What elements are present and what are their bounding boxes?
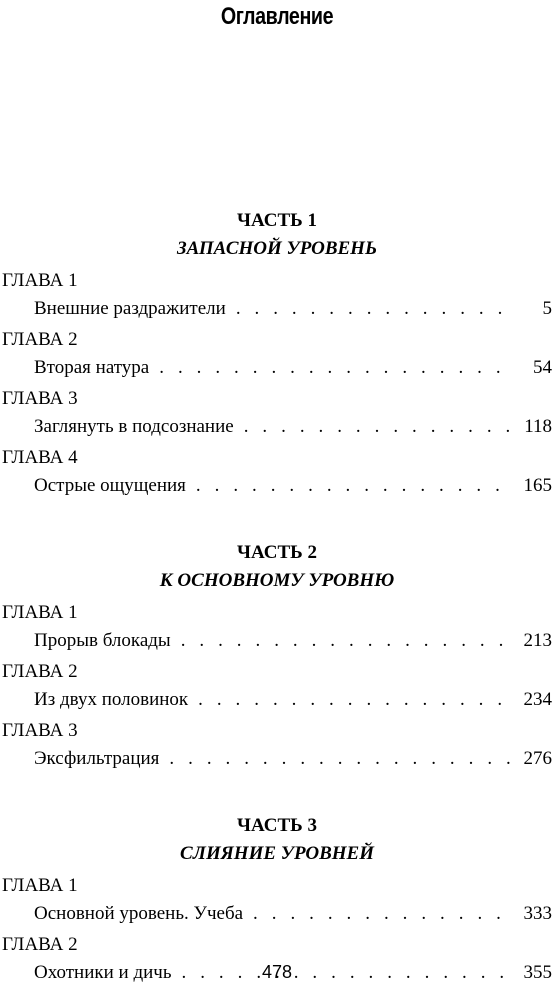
chapter-label: ГЛАВА 3 — [2, 388, 78, 409]
toc-entry[interactable] — [0, 745, 554, 773]
chapter-page: 5 — [542, 298, 552, 319]
chapter-title: Прорыв блокады — [34, 630, 171, 651]
chapter-page: 276 — [523, 748, 552, 769]
chapter-title: Из двух половинок — [34, 689, 189, 710]
chapter-title: Внешние раздражители — [34, 298, 226, 319]
toc-entry[interactable] — [0, 354, 554, 382]
chapter-title: Острые ощущения — [34, 475, 186, 496]
table-of-contents — [0, 207, 554, 990]
dot-leader — [198, 686, 514, 714]
toc-entry[interactable] — [0, 627, 554, 655]
chapter-label: ГЛАВА 4 — [2, 447, 78, 468]
page-number: 478 — [261, 962, 293, 982]
chapter-label: ГЛАВА 1 — [2, 875, 78, 896]
chapter-label: ГЛАВА 1 — [2, 270, 78, 291]
chapter-title: Заглянуть в подсознание — [34, 416, 234, 437]
page-title: Оглавление — [220, 3, 334, 30]
dot-leader — [159, 354, 514, 382]
chapter-title: Основной уровень. Учеба — [34, 903, 244, 924]
toc-entry[interactable] — [0, 686, 554, 714]
part-number: ЧАСТЬ 2 — [237, 542, 317, 563]
part-1 — [0, 207, 554, 500]
chapter-label: ГЛАВА 2 — [2, 329, 78, 350]
toc-entry[interactable] — [0, 472, 554, 500]
chapter-label: ГЛАВА 3 — [2, 720, 78, 741]
toc-entry[interactable] — [0, 900, 554, 928]
chapter-label: ГЛАВА 2 — [2, 661, 78, 682]
toc-entry[interactable] — [0, 295, 554, 323]
dot-leader — [196, 472, 514, 500]
dot-leader — [244, 413, 514, 441]
chapter-title: Эксфильтрация — [34, 748, 160, 769]
toc-entry[interactable] — [0, 413, 554, 441]
part-title: ЗАПАСНОЙ УРОВЕНЬ — [176, 238, 377, 259]
chapter-label: ГЛАВА 2 — [2, 934, 78, 955]
dot-leader — [236, 295, 514, 323]
chapter-title: Охотники и дичь — [34, 962, 172, 983]
dot-leader — [253, 900, 514, 928]
chapter-page: 118 — [524, 416, 552, 437]
chapter-page: 165 — [523, 475, 552, 496]
part-number: ЧАСТЬ 3 — [237, 815, 317, 836]
chapter-title: Вторая натура — [34, 357, 150, 378]
dot-leader — [169, 745, 514, 773]
part-number: ЧАСТЬ 1 — [237, 210, 317, 231]
dot-leader — [181, 627, 514, 655]
chapter-page: 234 — [523, 689, 552, 710]
chapter-label: ГЛАВА 1 — [2, 602, 78, 623]
part-title: К ОСНОВНОМУ УРОВНЮ — [159, 570, 395, 591]
part-2 — [0, 539, 554, 773]
chapter-page: 213 — [523, 630, 552, 651]
chapter-page: 333 — [523, 903, 552, 924]
part-title: СЛИЯНИЕ УРОВНЕЙ — [180, 843, 374, 864]
chapter-page: 54 — [533, 357, 552, 378]
chapter-page: 355 — [523, 962, 552, 983]
